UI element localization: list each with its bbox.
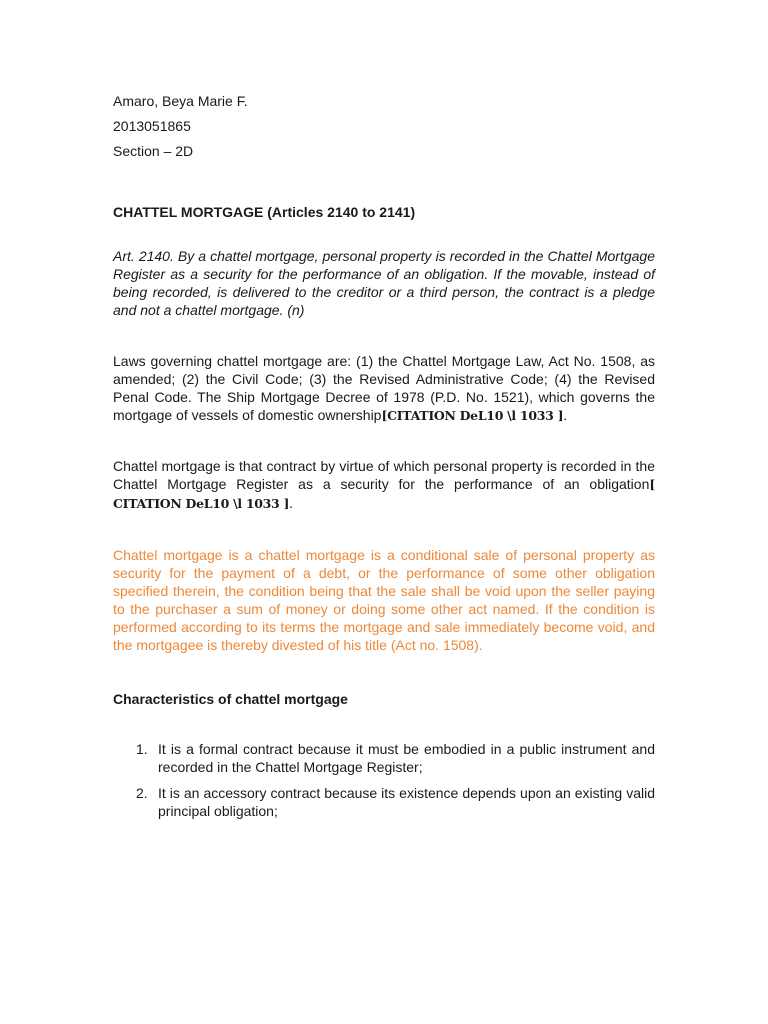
- definition-citation: [ CITATION DeL10 \l 1033 ]: [113, 477, 655, 511]
- list-item: [113, 784, 655, 820]
- conditional-sale-paragraph: Chattel mortgage is a chattel mortgage is a conditional sale of personal property as security for the payment of a debt, or the performance of some other obligation specified therein, the condition being that the sale shall be void upon the seller paying to the purchaser a sum of money or doing some other act named. If the condition is performed according to its terms the mortgage and sale immediately become void, and the mortgagee is thereby divested of his title (Act no. 1508).: [113, 547, 655, 653]
- document-body: [113, 92, 655, 828]
- document-title: CHATTEL MORTGAGE (Articles 2140 to 2141): [113, 204, 416, 220]
- definition-paragraph: [113, 457, 655, 513]
- laws-citation: [CITATION DeL10 \l 1033 ]: [381, 408, 564, 423]
- characteristics-heading: Characteristics of chattel mortgage: [113, 691, 348, 707]
- list-item-text: It is an accessory contract because its existence depends upon an existing valid principal obligation;: [158, 785, 655, 819]
- definition-paragraph-text: Chattel mortgage is that contract by virtue of which personal property is recorded in the Chattel Mortgage Register as a security for the performance of an obligation: [113, 458, 655, 492]
- list-item-text: It is a formal contract because it must be embodied in a public instrument and recorded in the Chattel Mortgage Register;: [158, 741, 655, 775]
- laws-paragraph: [113, 352, 655, 425]
- laws-paragraph-text: Laws governing chattel mortgage are: (1) the Chattel Mortgage Law, Act No. 1508, as amended; (2) the Civil Code; (3) the Revised Administrative Code; (4) the Revised Penal Code. The Ship Mortgage Decree of 1978 (P.D. No. 1521), which governs the mortgage of vessels of domestic ownership: [113, 353, 655, 423]
- list-item: [113, 740, 655, 776]
- student-name: Amaro, Beya Marie F.: [113, 93, 248, 109]
- list-item-number: 1.: [136, 741, 148, 757]
- laws-paragraph-end: .: [563, 407, 568, 423]
- article-2140-quote: Art. 2140. By a chattel mortgage, personal property is recorded in the Chattel Mortgage Register as a security for the performance of an obligation. If the movable, instead of being recorded, is delivered to the creditor or a third person, the contract is a pledge and not a chattel mortgage. (n): [113, 248, 655, 318]
- list-item-number: 2.: [136, 785, 148, 801]
- characteristics-list: [113, 740, 655, 820]
- student-id: 2013051865: [113, 118, 191, 134]
- student-section: Section – 2D: [113, 143, 194, 159]
- definition-paragraph-end: .: [289, 495, 293, 511]
